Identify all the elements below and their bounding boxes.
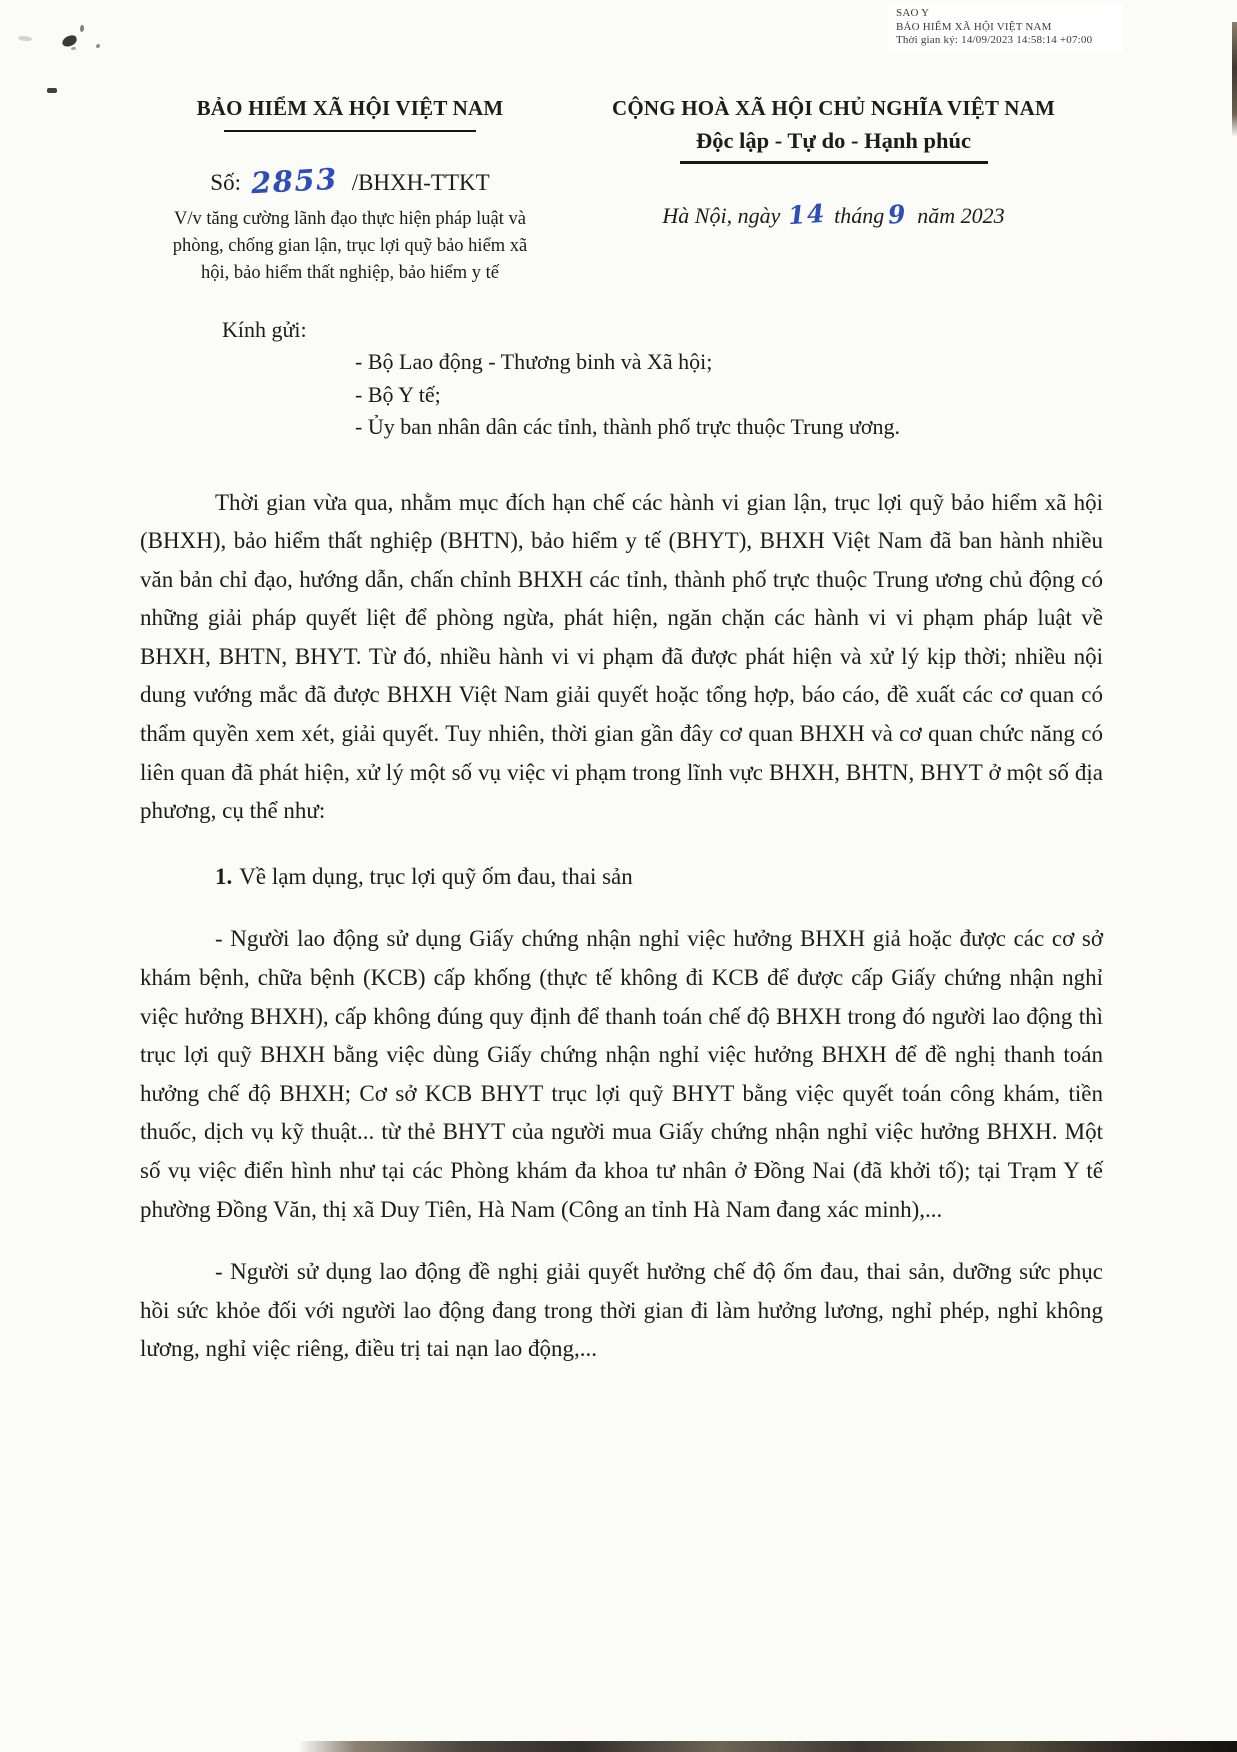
body-paragraph-2: - Người lao động sử dụng Giấy chứng nhận nghỉ việc hưởng BHXH giả hoặc được các cơ sở khám bệnh, chữa bệnh (KCB) cấp khống (thực tế không đi KCB để được cấp Giấy chứng nhận nghỉ việc hưởng BHXH), cấp không đúng quy định để thanh toán chế độ BHXH trong đó người lao động thì trục lợi quỹ BHXH bằng việc dùng Giấy chứng nhận nghỉ việc hưởng BHXH để đề nghị thanh toán hưởng chế độ BHXH; Cơ sở KCB BHYT trục lợi quỹ BHYT bằng việc quyết toán công khám, tiền thuốc, dịch vụ kỹ thuật... từ thẻ BHYT của người mua Giấy chứng nhận nghỉ việc hưởng BHXH. Một số vụ việc điển hình như tại các Phòng khám đa khoa tư nhân ở Đồng Nai (đã khởi tố); tại Trạm Y tế phường Đồng Văn, thị xã Duy Tiên, Hà Nam (Công an tỉnh Hà Nam đang xác minh),... bbox=[140, 926, 1103, 1222]
recipient-item: - Ủy ban nhân dân các tỉnh, thành phố trực thuộc Trung ương. bbox=[355, 414, 901, 439]
issuing-agency-name: BẢO HIỂM XÃ HỘI VIỆT NAM bbox=[196, 96, 504, 120]
subject-line-1: V/v tăng cường lãnh đạo thực hiện pháp luật và bbox=[174, 209, 526, 229]
salutation-block bbox=[0, 317, 1237, 444]
doc-number-prefix: Số: bbox=[210, 170, 241, 195]
stamp-org-name: BẢO HIỂM XÃ HỘI VIỆT NAM bbox=[896, 20, 1052, 33]
salutation-label: Kính gửi: bbox=[222, 317, 307, 342]
doc-number-handwritten: 2853 bbox=[250, 161, 339, 201]
motto-underline bbox=[680, 161, 988, 164]
national-title: CỘNG HOÀ XÃ HỘI CHỦ NGHĨA VIỆT NAM bbox=[612, 96, 1055, 120]
subject-line-2: phòng, chống gian lận, trục lợi quỹ bảo hiểm xã bbox=[172, 236, 528, 256]
document-body bbox=[0, 484, 1237, 1369]
issuing-agency-block bbox=[140, 96, 560, 287]
recipient-list bbox=[355, 346, 1102, 444]
scan-edge-shadow-bottom bbox=[298, 1741, 1237, 1752]
subject-line-3: hội, bảo hiểm thất nghiệp, bảo hiểm y tế bbox=[201, 263, 499, 283]
date-month-handwritten: 9 bbox=[887, 198, 909, 230]
stamp-sign-time: Thời gian ký: 14/09/2023 14:58:14 +07:00 bbox=[896, 34, 1093, 46]
section-1-heading bbox=[140, 858, 1103, 897]
national-motto: Độc lập - Tự do - Hạnh phúc bbox=[695, 128, 972, 153]
section-1-number: 1. bbox=[215, 863, 233, 889]
scan-edge-shadow-right bbox=[1232, 22, 1237, 137]
date-mid: tháng bbox=[834, 202, 885, 228]
document-subject bbox=[140, 206, 560, 287]
national-header-block bbox=[560, 96, 1107, 287]
date-suffix: năm 2023 bbox=[917, 202, 1005, 228]
stamp-copy-type: SAO Y bbox=[896, 7, 930, 19]
place-date-line bbox=[560, 200, 1107, 229]
recipient-item: - Bộ Lao động - Thương binh và Xã hội; bbox=[355, 349, 713, 374]
ink-speck bbox=[47, 88, 57, 93]
document-number-line bbox=[140, 161, 560, 201]
section-1-title: Về lạm dụng, trục lợi quỹ ốm đau, thai sản bbox=[239, 863, 633, 889]
digital-signature-stamp bbox=[888, 4, 1123, 52]
date-prefix: Hà Nội, ngày bbox=[662, 202, 781, 228]
date-day-handwritten: 14 bbox=[787, 198, 828, 230]
agency-underline bbox=[224, 130, 476, 132]
recipient-item: - Bộ Y tế; bbox=[355, 381, 441, 407]
body-paragraph-1: Thời gian vừa qua, nhằm mục đích hạn chế các hành vi gian lận, trục lợi quỹ bảo hiểm xã hội (BHXH), bảo hiểm thất nghiệp (BHTN), bảo hiểm y tế (BHYT), BHXH Việt Nam đã ban hành nhiều văn bản chỉ đạo, hướng dẫn, chấn chỉnh BHXH các tỉnh, thành phố trực thuộc Trung ương chủ động có những giải pháp quyết liệt để phòng ngừa, phát hiện, ngăn chặn các hành vi vi phạm pháp luật về BHXH, BHTN, BHYT. Từ đó, nhiều hành vi vi phạm đã được phát hiện và xử lý kịp thời; nhiều nội dung vướng mắc đã được BHXH Việt Nam giải quyết hoặc tổng hợp, báo cáo, đề xuất các cơ quan có thẩm quyền xem xét, giải quyết. Tuy nhiên, thời gian gần đây cơ quan BHXH và cơ quan chức năng có liên quan đã phát hiện, xử lý một số vụ việc vi phạm trong lĩnh vực BHXH, BHTN, BHYT ở một số địa phương, cụ thể như: bbox=[140, 489, 1103, 824]
body-paragraph-3: - Người sử dụng lao động đề nghị giải quyết hưởng chế độ ốm đau, thai sản, dưỡng sức phục hồi sức khỏe đối với người lao động đang trong thời gian đi làm hưởng lương, nghỉ phép, nghỉ không lương, nghỉ việc riêng, điều trị tai nạn lao động,... bbox=[140, 1259, 1103, 1362]
doc-number-suffix: /BHXH-TTKT bbox=[351, 170, 490, 195]
